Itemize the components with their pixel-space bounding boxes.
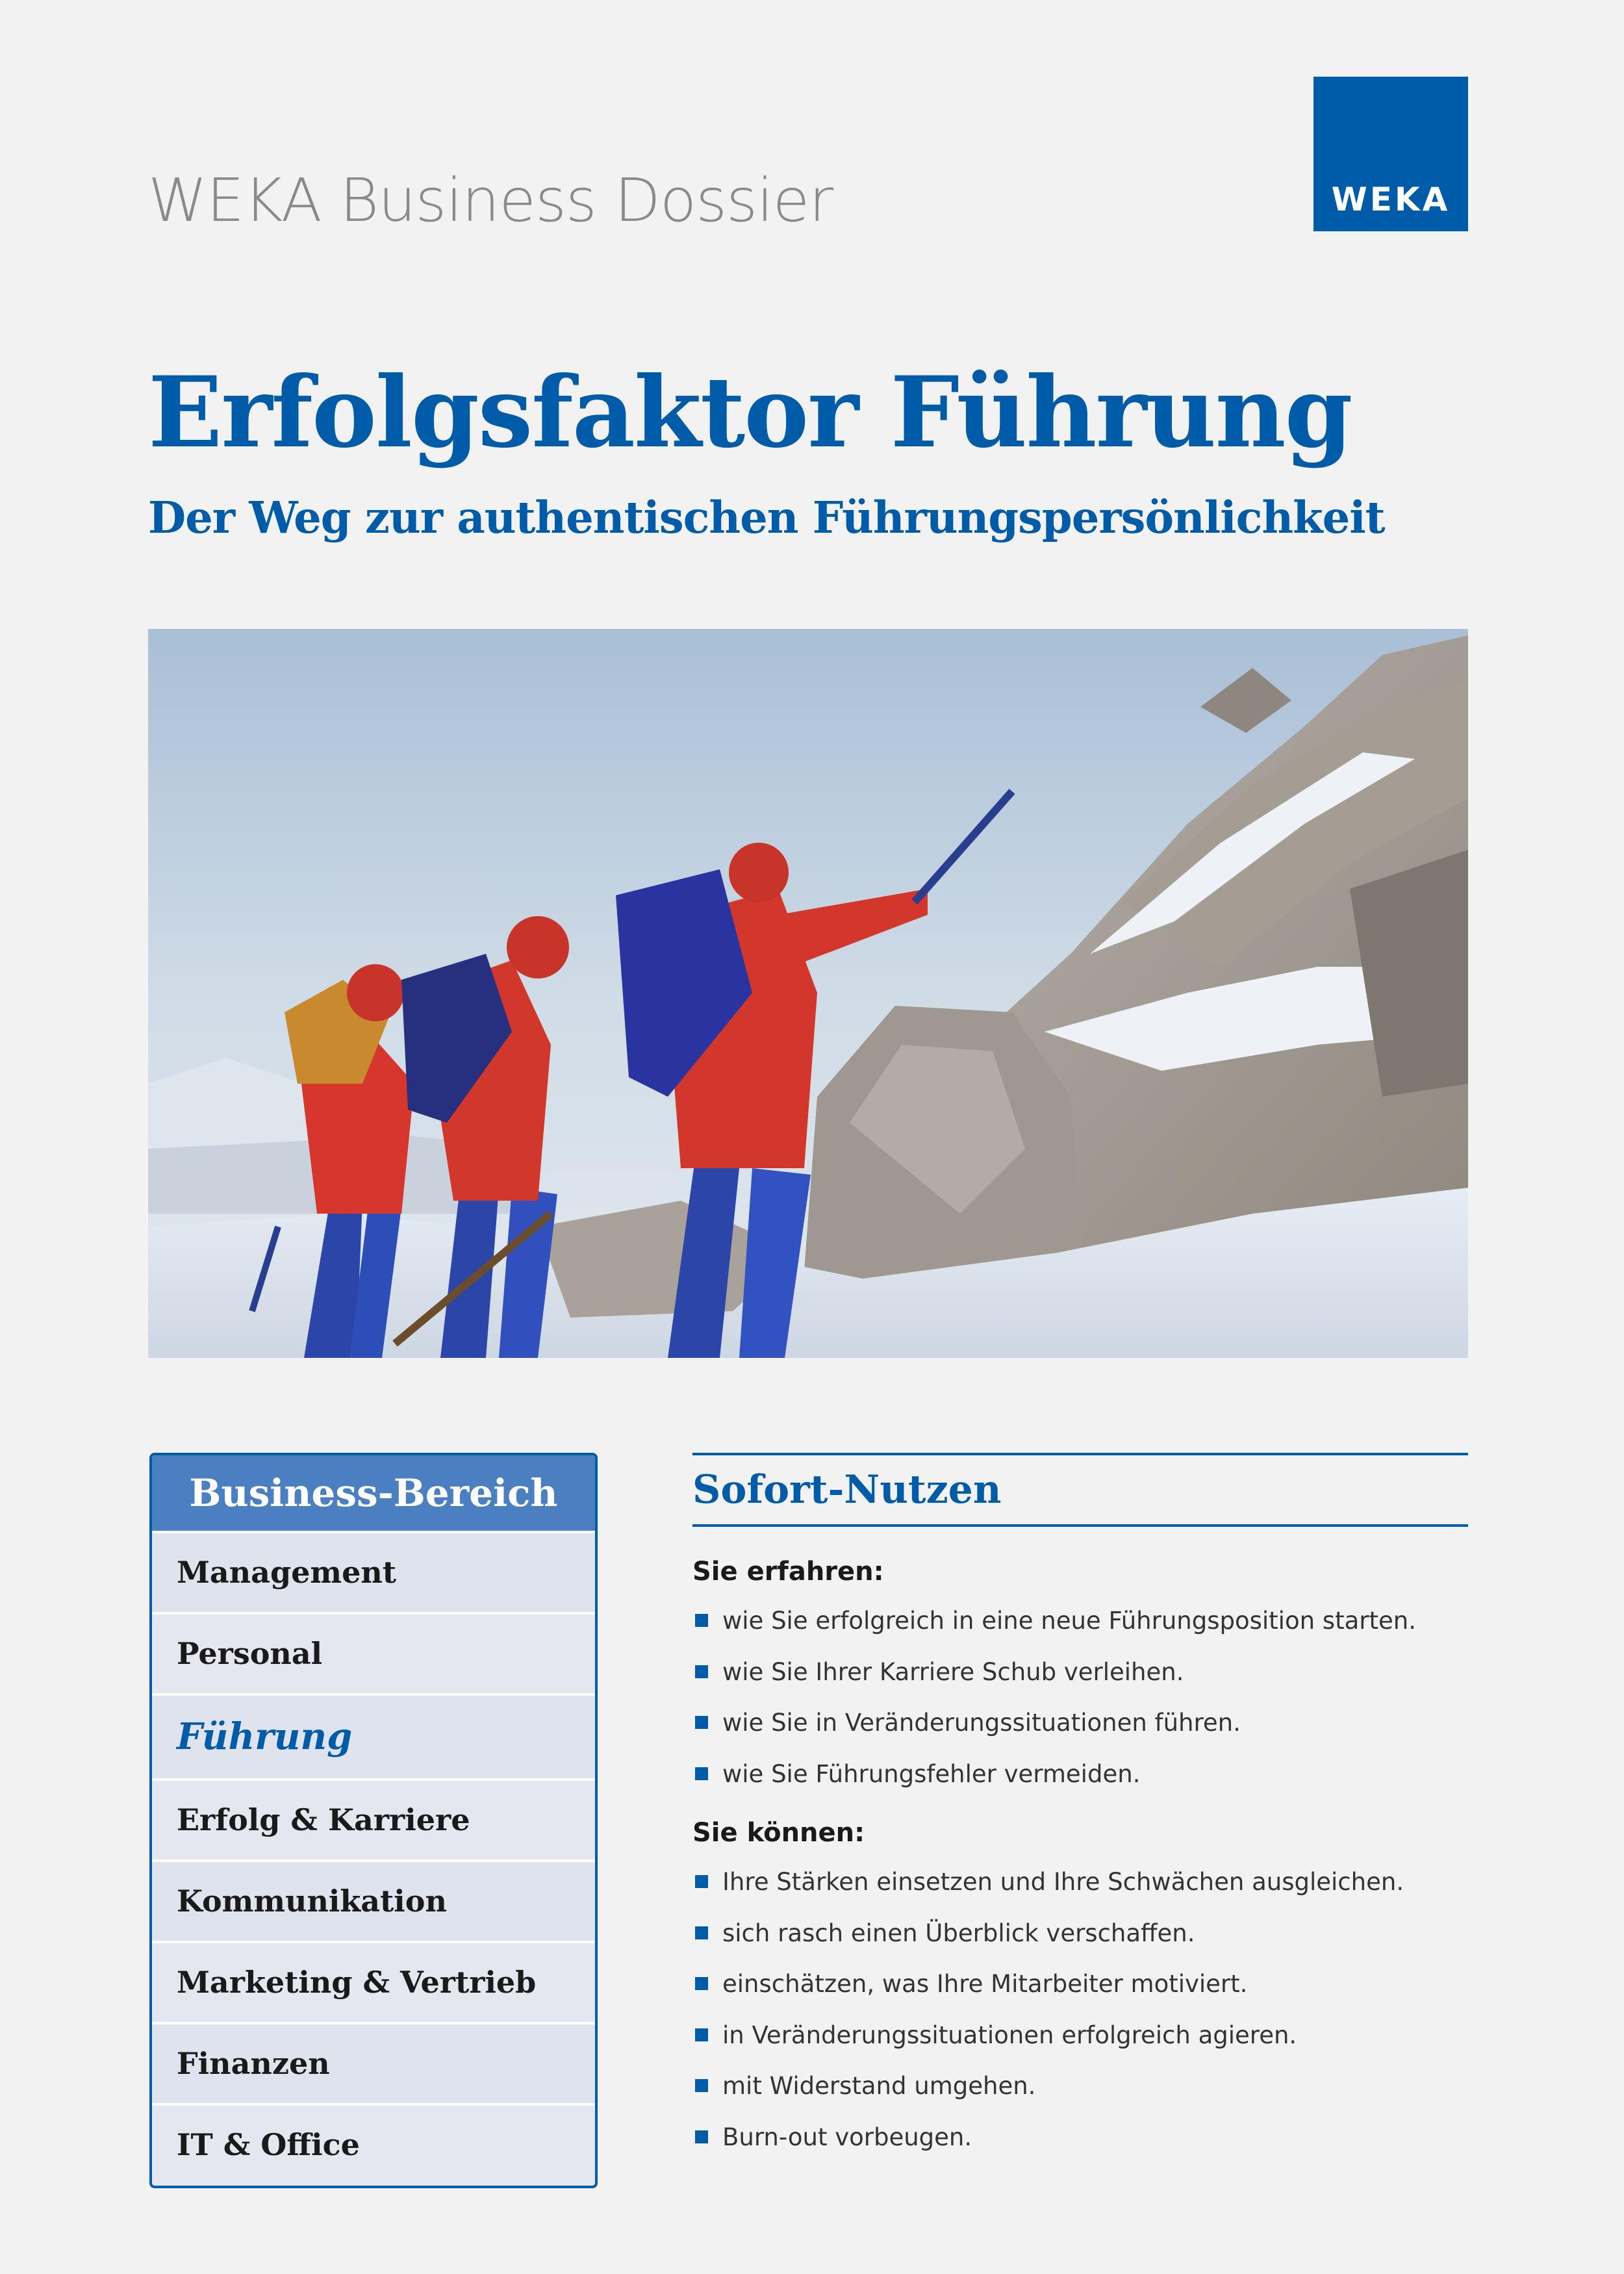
list-item (692, 1749, 1468, 1800)
book-subtitle: Der Weg zur authentischen Führungspersönlichkeit (148, 492, 1385, 543)
square-bullet-icon (695, 1926, 708, 1939)
mountaineers-photo (148, 629, 1468, 1358)
square-bullet-icon (695, 1875, 708, 1888)
book-title: Erfolgsfaktor Führung (148, 355, 1352, 470)
weka-logo (1313, 77, 1468, 231)
list-item (692, 1596, 1468, 1647)
square-bullet-icon (695, 1716, 708, 1729)
bereich-item-it-office: IT & Office (152, 2106, 595, 2184)
square-bullet-icon (695, 2130, 708, 2143)
sofort-nutzen-panel (692, 1453, 1468, 2163)
erfahren-list (692, 1596, 1468, 1800)
business-bereich-heading: Business-Bereich (152, 1455, 595, 1533)
square-bullet-icon (695, 1665, 708, 1678)
list-item-text: Burn-out vorbeugen. (722, 2123, 972, 2151)
bereich-item-marketing-vertrieb: Marketing & Vertrieb (152, 1943, 595, 2025)
bereich-item-finanzen: Finanzen (152, 2025, 595, 2106)
bereich-item-personal: Personal (152, 1615, 595, 1696)
bereich-item-erfolg-karriere: Erfolg & Karriere (152, 1781, 595, 1862)
business-bereich-list (152, 1533, 595, 2184)
section-heading-koennen: Sie können: (692, 1818, 865, 1848)
list-item-text: in Veränderungssituationen erfolgreich agieren. (722, 2021, 1297, 2049)
list-item (692, 2010, 1468, 2062)
list-item (692, 1908, 1468, 1960)
section-heading-erfahren: Sie erfahren: (692, 1557, 884, 1587)
list-item-text: wie Sie Führungsfehler vermeiden. (722, 1759, 1141, 1788)
sofort-nutzen-heading: Sofort-Nutzen (692, 1453, 1468, 1527)
list-item (692, 1698, 1468, 1749)
list-item-text: Ihre Stärken einsetzen und Ihre Schwächen ausgleichen. (722, 1868, 1404, 1896)
list-item-text: sich rasch einen Überblick verschaffen. (722, 1919, 1195, 1947)
weka-logo-text: WEKA (1331, 181, 1451, 218)
bereich-item-kommunikation: Kommunikation (152, 1862, 595, 1943)
list-item (692, 2112, 1468, 2164)
square-bullet-icon (695, 2028, 708, 2041)
list-item (692, 1857, 1468, 1908)
list-item (692, 2061, 1468, 2112)
list-item-text: wie Sie in Veränderungssituationen führen. (722, 1709, 1241, 1737)
list-item-text: einschätzen, was Ihre Mitarbeiter motiviert. (722, 1970, 1248, 1998)
list-item (692, 1647, 1468, 1698)
bereich-item-fuehrung: Führung (152, 1696, 595, 1781)
list-item-text: mit Widerstand umgehen. (722, 2072, 1036, 2100)
list-item-text: wie Sie erfolgreich in eine neue Führungsposition starten. (722, 1607, 1416, 1635)
bereich-item-management: Management (152, 1533, 595, 1615)
list-item (692, 1959, 1468, 2010)
series-title: WEKA Business Dossier (148, 166, 833, 235)
square-bullet-icon (695, 1614, 708, 1627)
square-bullet-icon (695, 2079, 708, 2092)
business-bereich-box (149, 1453, 598, 2188)
koennen-list (692, 1857, 1468, 2163)
list-item-text: wie Sie Ihrer Karriere Schub verleihen. (722, 1657, 1184, 1686)
square-bullet-icon (695, 1977, 708, 1990)
square-bullet-icon (695, 1767, 708, 1780)
